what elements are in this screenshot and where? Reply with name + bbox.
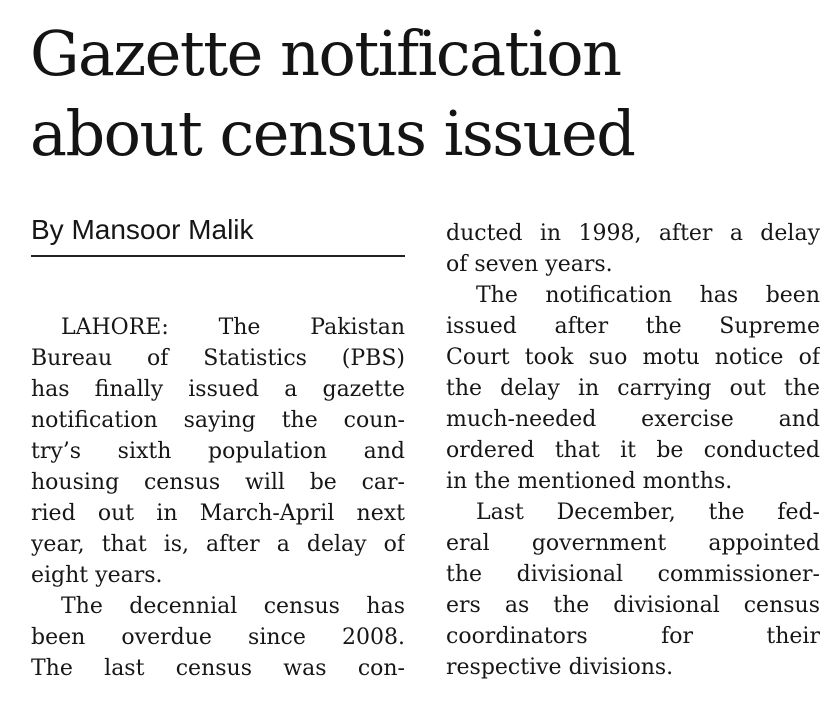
- text-line: Last December, the fed-: [476, 500, 820, 525]
- article-column-right: [446, 218, 820, 683]
- text-line: much-needed exercise and: [446, 407, 820, 432]
- text-line: eral government appointed: [446, 531, 820, 556]
- text-line: ers as the divisional census: [446, 593, 820, 618]
- text-line: has finally issued a gazette: [31, 377, 405, 402]
- text-line: eight years.: [31, 563, 163, 588]
- headline: [30, 14, 810, 174]
- byline: By Mansoor Malik: [31, 212, 405, 257]
- text-line: ordered that it be conducted: [446, 438, 820, 463]
- text-line: year, that is, after a delay of: [31, 532, 405, 557]
- headline-line: Gazette notification: [30, 17, 621, 90]
- text-line: the delay in carrying out the: [446, 376, 820, 401]
- text-line: ducted in 1998, after a delay: [446, 221, 820, 246]
- text-line: coordinators for their: [446, 624, 820, 649]
- text-line: LAHORE: The Pakistan: [61, 315, 405, 340]
- text-line: notification saying the coun-: [31, 408, 405, 433]
- text-line: issued after the Supreme: [446, 314, 820, 339]
- headline-line: about census issued: [30, 97, 635, 170]
- text-line: The decennial census has: [61, 594, 405, 619]
- text-line: Bureau of Statistics (PBS): [31, 346, 405, 371]
- text-line: try’s sixth population and: [31, 439, 405, 464]
- text-line: respective divisions.: [446, 655, 674, 680]
- text-line: Court took suo motu notice of: [446, 345, 820, 370]
- text-line: in the mentioned months.: [446, 469, 733, 494]
- text-line: The notification has been: [476, 283, 820, 308]
- article-column-left: [31, 312, 405, 684]
- text-line: ried out in March-April next: [31, 501, 405, 526]
- text-line: of seven years.: [446, 252, 613, 277]
- text-line: housing census will be car-: [31, 470, 405, 495]
- text-line: the divisional commissioner-: [446, 562, 820, 587]
- text-line: been overdue since 2008.: [31, 625, 405, 650]
- text-line: The last census was con-: [31, 656, 405, 681]
